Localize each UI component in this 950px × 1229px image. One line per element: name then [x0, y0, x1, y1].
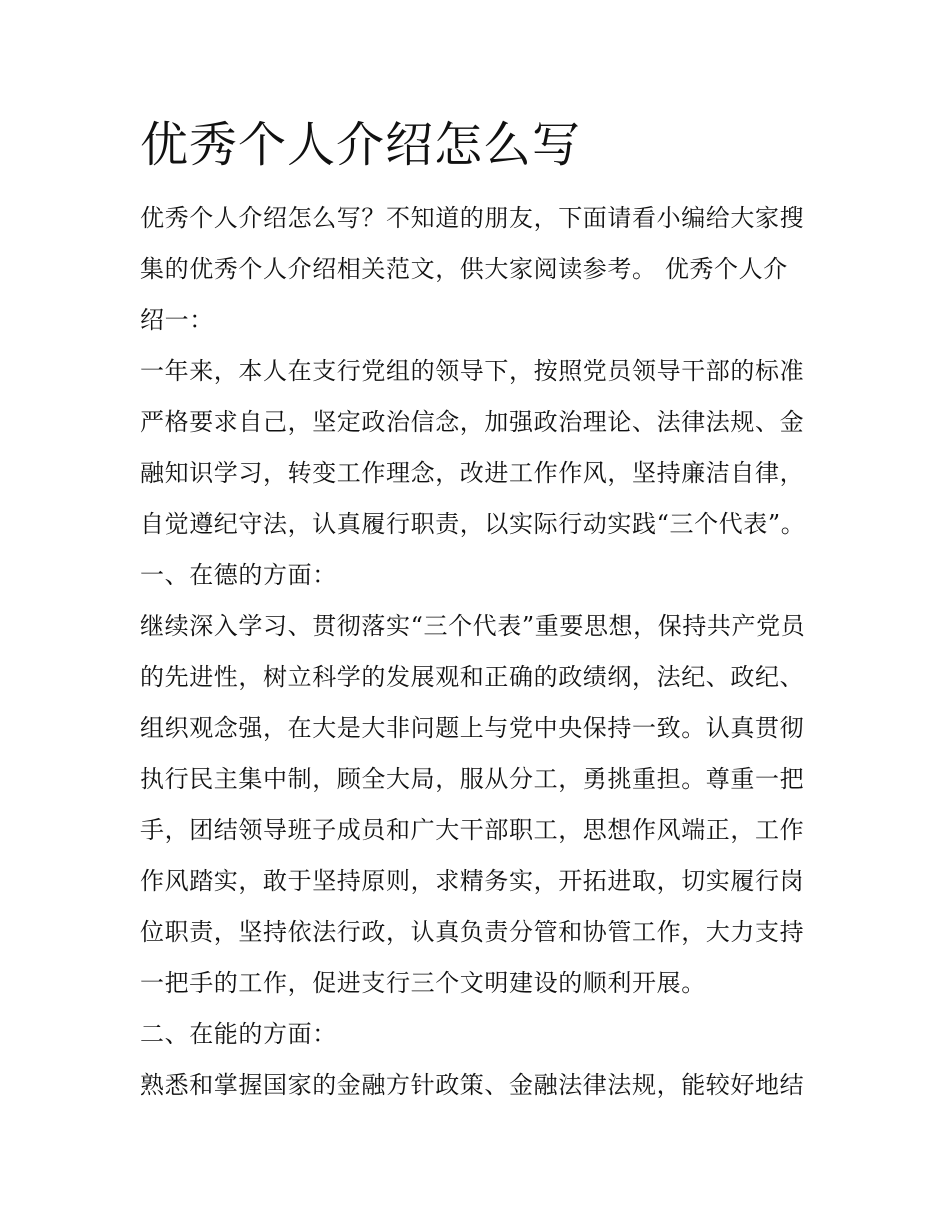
text-line: 严格要求自己，坚定政治信念，加强政治理论、法律法规、金 [140, 408, 805, 436]
text-line: 集的优秀个人介绍相关范文，供大家阅读参考。 优秀个人介 [140, 255, 788, 283]
text-line: 组织观念强，在大是大非问题上与党中央保持一致。认真贯彻 [140, 714, 805, 742]
document-title: 优秀个人介绍怎么写 [140, 117, 582, 173]
text-line: 自觉遵纪守法，认真履行职责，以实际行动实践“三个代表”。 [140, 510, 806, 538]
text-line: 一把手的工作，促进支行三个文明建设的顺利开展。 [140, 969, 706, 997]
text-line: 优秀个人介绍怎么写？不知道的朋友，下面请看小编给大家搜 [140, 204, 805, 232]
text-line: 一年来，本人在支行党组的领导下，按照党员领导干部的标准 [140, 357, 805, 385]
section-heading: 一、在德的方面： [140, 561, 337, 589]
text-line: 熟悉和掌握国家的金融方针政策、金融法律法规，能较好地结 [140, 1071, 805, 1099]
text-line: 作风踏实，敢于坚持原则，求精务实，开拓进取，切实履行岗 [140, 867, 805, 895]
text-line: 位职责，坚持依法行政，认真负责分管和协管工作，大力支持 [140, 918, 805, 946]
text-line: 执行民主集中制，顾全大局，服从分工，勇挑重担。尊重一把 [140, 765, 805, 793]
text-line: 手，团结领导班子成员和广大干部职工，思想作风端正，工作 [140, 816, 805, 844]
text-line: 融知识学习，转变工作理念，改进工作作风，坚持廉洁自律， [140, 459, 805, 487]
text-line: 绍一： [140, 306, 214, 334]
text-line: 继续深入学习、贯彻落实“三个代表”重要思想，保持共产党员 [140, 612, 806, 640]
section-heading: 二、在能的方面： [140, 1020, 337, 1048]
text-line: 的先进性，树立科学的发展观和正确的政绩纲，法纪、政纪、 [140, 663, 805, 691]
